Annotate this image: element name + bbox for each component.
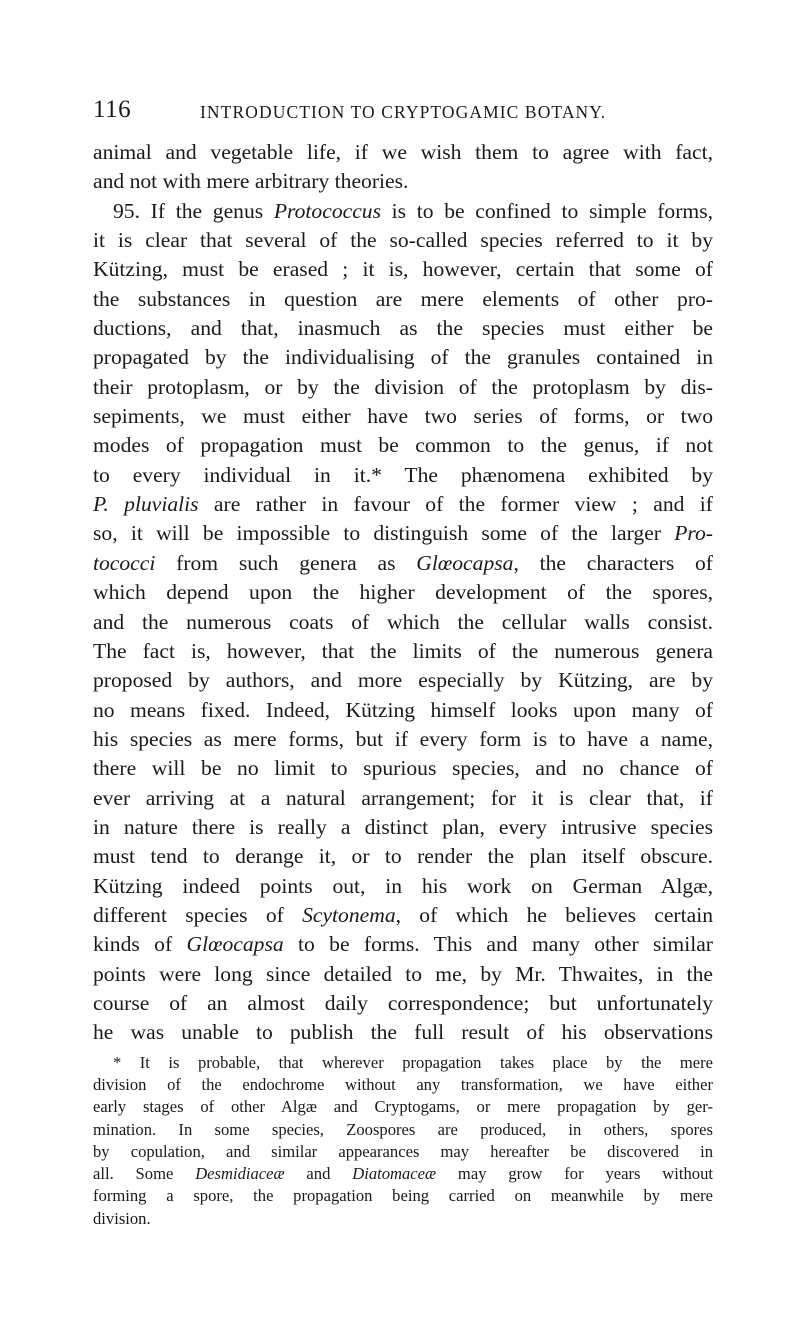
body-line: Kützing indeed points out, in his work on German Algæ, (93, 873, 713, 898)
body-line: propagated by the individualising of the granules contained in (93, 345, 713, 370)
footnote-line: division. (93, 1208, 151, 1228)
running-title: INTRODUCTION TO CRYPTOGAMIC BOTANY. (200, 102, 607, 122)
body-text (93, 138, 713, 1048)
body-line: modes of propagation must be common to the genus, if not (93, 433, 713, 458)
body-line: there will be no limit to spurious species, and no chance of (93, 756, 713, 781)
body-line: points were long since detailed to me, by Mr. Thwaites, in the (93, 961, 713, 986)
footnote-line: all. Some Desmidiaceæ and Diatomaceæ may grow for years without (93, 1164, 713, 1184)
footnote-line: * It is probable, that wherever propagation takes place by the mere (113, 1052, 713, 1072)
body-line: ever arriving at a natural arrangement; for it is clear that, if (93, 785, 713, 810)
running-head (93, 96, 713, 132)
body-line: it is clear that several of the so-called species referred to it by (93, 228, 713, 253)
body-line: proposed by authors, and more especially by Kützing, are by (93, 668, 713, 693)
body-line: their protoplasm, or by the division of the protoplasm by dis- (93, 374, 713, 399)
body-line: ductions, and that, inasmuch as the species must either be (93, 316, 713, 341)
body-line: The fact is, however, that the limits of the numerous genera (93, 638, 713, 663)
body-line: which depend upon the higher development of the spores, (93, 580, 713, 605)
body-line: to every individual in it.* The phænomena exhibited by (93, 462, 713, 487)
body-line: and the numerous coats of which the cellular walls consist. (93, 609, 713, 634)
body-line: tococci from such genera as Glœocapsa, the characters of (93, 550, 713, 575)
body-line: kinds of Glœocapsa to be forms. This and many other similar (93, 932, 713, 957)
body-line: course of an almost daily correspondence; but unfortunately (93, 990, 713, 1015)
body-line: Kützing, must be erased ; it is, however, certain that some of (93, 257, 713, 282)
footnote (93, 1052, 713, 1230)
body-line: and not with mere arbitrary theories. (93, 169, 409, 194)
footnote-line: forming a spore, the propagation being carried on meanwhile by mere (93, 1186, 713, 1206)
body-line: he was unable to publish the full result of his observations (93, 1020, 713, 1045)
body-line: no means fixed. Indeed, Kützing himself looks upon many of (93, 697, 713, 722)
body-line: must tend to derange it, or to render the plan itself obscure. (93, 844, 713, 869)
footnote-line: by copulation, and similar appearances may hereafter be discovered in (93, 1141, 713, 1161)
footnote-line: early stages of other Algæ and Cryptogams, or mere propagation by ger- (93, 1097, 713, 1117)
body-line: in nature there is really a distinct plan, every intrusive species (93, 814, 713, 839)
body-line: different species of Scytonema, of which he believes certain (93, 902, 713, 927)
body-line: animal and vegetable life, if we wish them to agree with fact, (93, 140, 713, 164)
page-number: 116 (93, 96, 132, 123)
body-line: the substances in question are mere elements of other pro- (93, 286, 713, 311)
body-line: so, it will be impossible to distinguish some of the larger Pro- (93, 521, 713, 546)
footnote-line: division of the endochrome without any transformation, we have either (93, 1074, 713, 1094)
book-page (93, 96, 713, 1230)
body-line: his species as mere forms, but if every form is to have a name, (93, 726, 713, 751)
body-line: 95. If the genus Protococcus is to be confined to simple forms, (113, 198, 713, 223)
footnote-line: mination. In some species, Zoospores are produced, in others, spores (93, 1119, 713, 1139)
body-line: sepiments, we must either have two series of forms, or two (93, 404, 713, 429)
body-line: P. pluvialis are rather in favour of the former view ; and if (93, 492, 713, 517)
